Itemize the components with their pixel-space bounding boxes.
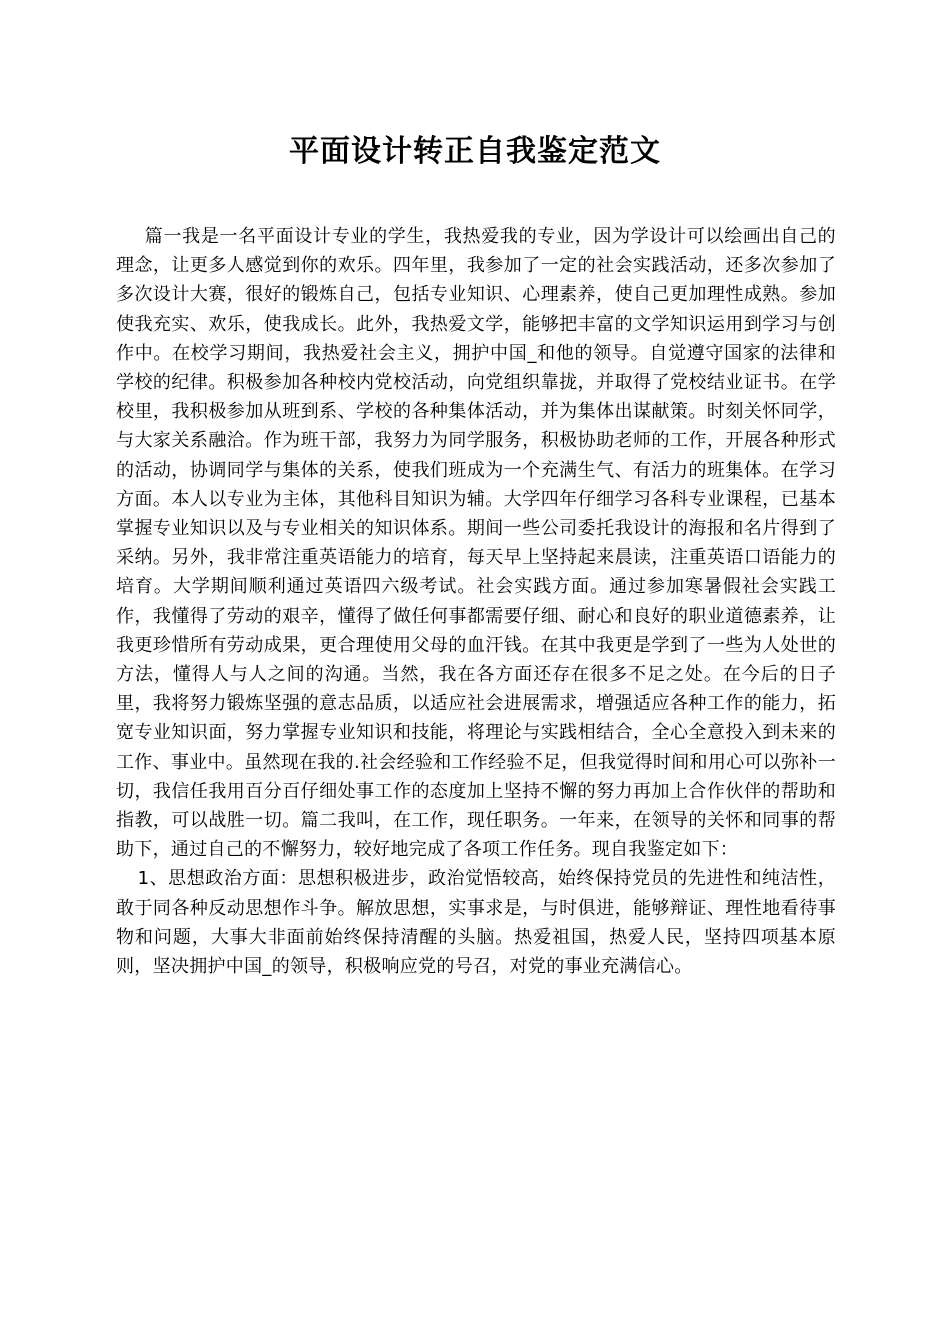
document-title: 平面设计转正自我鉴定范文 [289, 134, 661, 169]
document-body [116, 222, 836, 981]
body-paragraph-1: 篇一我是一名平面设计专业的学生，我热爱我的专业，因为学设计可以绘画出自己的理念，让更多人感觉到你的欢乐。四年里，我参加了一定的社会实践活动，还多次参加了多次设计大赛，很好的锻炼自己，包括专业知识、心理素养，使自己更加理性成熟。参加使我充实、欢乐，使我成长。此外，我热爱文学，能够把丰富的文学知识运用到学习与创作中。在校学习期间，我热爱社会主义，拥护中国_和他的领导。自觉遵守国家的法律和学校的纪律。积极参加各种校内党校活动，向党组织靠拢，并取得了党校结业证书。在学校里，我积极参加从班到系、学校的各种集体活动，并为集体出谋献策。时刻关怀同学，与大家关系融洽。作为班干部，我努力为同学服务，积极协助老师的工作，开展各种形式的活动，协调同学与集体的关系，使我们班成为一个充满生气、有活力的班集体。在学习方面。本人以专业为主体，其他科目知识为辅。大学四年仔细学习各科专业课程，已基本掌握专业知识以及与专业相关的知识体系。期间一些公司委托我设计的海报和名片得到了采纳。另外，我非常注重英语能力的培育，每天早上坚持起来晨读，注重英语口语能力的培育。大学期间顺利通过英语四六级考试。社会实践方面。通过参加寒暑假社会实践工作，我懂得了劳动的艰辛，懂得了做任何事都需要仔细、耐心和良好的职业道德素养，让我更珍惜所有劳动成果，更合理使用父母的血汗钱。在其中我更是学到了一些为人处世的方法，懂得人与人之间的沟通。当然，我在各方面还存在很多不足之处。在今后的日子里，我将努力锻炼坚强的意志品质，以适应社会进展需求，增强适应各种工作的能力，拓宽专业知识面，努力掌握专业知识和技能，将理论与实践相结合，全心全意投入到未来的工作、事业中。虽然现在我的.社会经验和工作经验不足，但我觉得时间和用心可以弥补一切，我信任我用百分百仔细处事工作的态度加上坚持不懈的努力再加上合作伙伴的帮助和指教，可以战胜一切。篇二我叫，在工作，现任职务。一年来，在领导的关怀和同事的帮助下，通过自己的不懈努力，较好地完成了各项工作任务。现自我鉴定如下： [116, 226, 836, 861]
body-paragraph-2: 1、思想政治方面：思想积极进步，政治觉悟较高，始终保持党员的先进性和纯洁性，敢于同各种反动思想作斗争。解放思想，实事求是，与时俱进，能够辩证、理性地看待事物和问题，大事大非面前始终保持清醒的头脑。热爱祖国，热爱人民，坚持四项基本原则，坚决拥护中国_的领导，积极响应党的号召，对党的事业充满信心。 [116, 868, 836, 978]
